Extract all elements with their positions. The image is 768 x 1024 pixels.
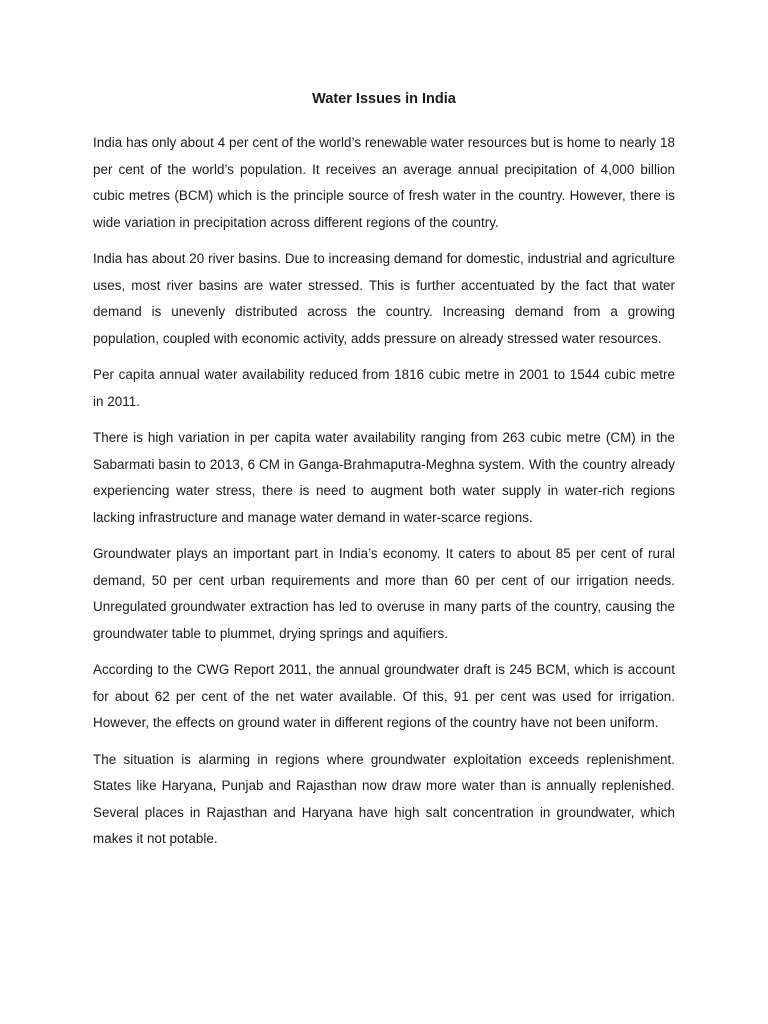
paragraph-2: India has about 20 river basins. Due to increasing demand for domestic, industrial and agriculture uses, most river basins are water stressed. This is further accentuated by the fact that water demand is unevenly distributed across the country. Increasing demand from a growing population, coupled with economic activity, adds pressure on already stressed water resources. <box>93 251 675 346</box>
paragraph-1: India has only about 4 per cent of the world’s renewable water resources but is home to nearly 18 per cent of the world’s population. It receives an average annual precipitation of 4,000 billion cubic metres (BCM) which is the principle source of fresh water in the country. However, there is wide variation in precipitation across different regions of the country. <box>93 135 675 230</box>
document-title: Water Issues in India <box>312 91 456 107</box>
paragraph-7: The situation is alarming in regions where groundwater exploitation exceeds replenishment. States like Haryana, Punjab and Rajasthan now draw more water than is annually replenished. Several places in Rajasthan and Haryana have high salt concentration in groundwater, which makes it not potable. <box>93 751 675 846</box>
paragraph-5: Groundwater plays an important part in India’s economy. It caters to about 85 per cent of rural demand, 50 per cent urban requirements and more than 60 per cent of our irrigation needs. Unregulated groundwater extraction has led to overuse in many parts of the country, causing the groundwater table to plummet, drying springs and aquifiers. <box>93 546 675 641</box>
paragraph-3: Per capita annual water availability reduced from 1816 cubic metre in 2001 to 1544 cubic metre in 2011. <box>93 367 675 409</box>
paragraph-6: According to the CWG Report 2011, the annual groundwater draft is 245 BCM, which is account for about 62 per cent of the net water available. Of this, 91 per cent was used for irrigation. However, the effects on ground water in different regions of the country have not been uniform. <box>93 662 675 730</box>
document-page <box>93 88 675 863</box>
paragraph-4: There is high variation in per capita water availability ranging from 263 cubic metre (CM) in the Sabarmati basin to 2013, 6 CM in Ganga-Brahmaputra-Meghna system. With the country already experiencing water stress, there is need to augment both water supply in water-rich regions lacking infrastructure and manage water demand in water-scarce regions. <box>93 430 675 525</box>
